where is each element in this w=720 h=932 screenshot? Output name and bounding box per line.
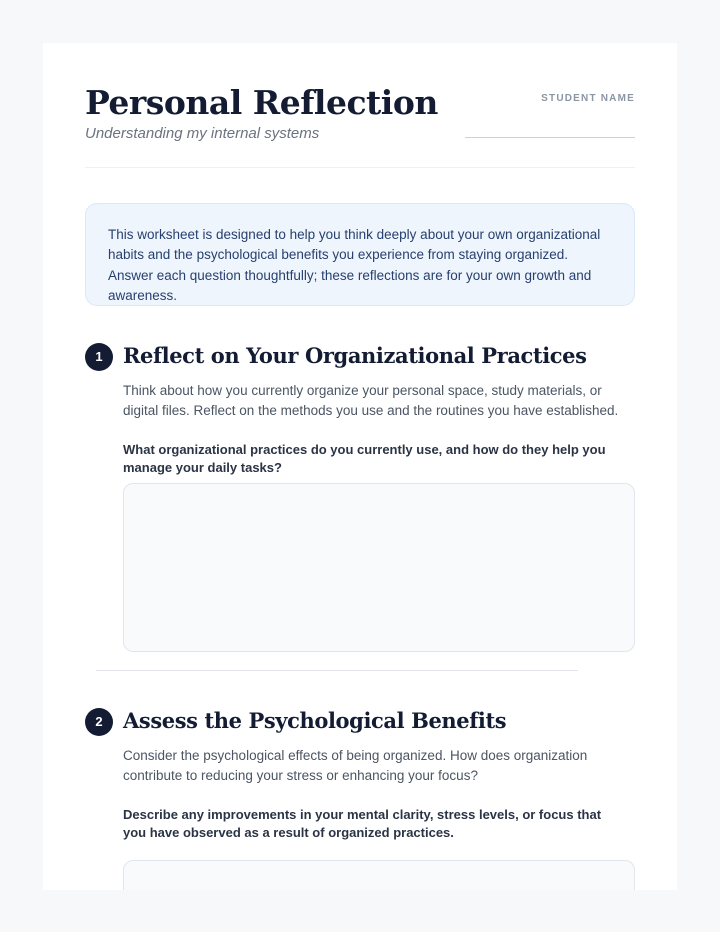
section-description: Consider the psychological effects of being organized. How does organization contribute to reducing your stress or enhancing your focus? [123, 748, 588, 784]
worksheet-page [43, 43, 677, 890]
question-prompt: Describe any improvements in your mental clarity, stress levels, or focus that you have observed as a result of organized practices. [123, 807, 602, 840]
section-number-badge: 1 [85, 343, 113, 371]
section-number-badge: 2 [85, 708, 113, 736]
intro-callout [85, 203, 635, 306]
section-divider [96, 670, 578, 671]
answer-box[interactable] [123, 860, 635, 890]
worksheet-header [85, 83, 635, 168]
student-name-field[interactable] [465, 93, 635, 138]
page-title: Personal Reflection [85, 83, 438, 122]
question-prompt: What organizational practices do you currently use, and how do they help you manage your daily tasks? [123, 442, 606, 475]
section-description: Think about how you currently organize your personal space, study materials, or digital files. Reflect on the methods you use and the routines you have established. [123, 383, 619, 419]
section-title: Assess the Psychological Benefits [123, 708, 507, 733]
student-name-label: STUDENT NAME [541, 93, 635, 104]
section-title: Reflect on Your Organizational Practices [123, 343, 587, 368]
intro-text: This worksheet is designed to help you think deeply about your own organizational habits and the psychological benefits you experience from staying organized. Answer each question thoughtfully; these reflections are for your own growth and awareness. [108, 227, 601, 304]
answer-box[interactable] [123, 483, 635, 652]
page-subtitle: Understanding my internal systems [85, 125, 320, 142]
